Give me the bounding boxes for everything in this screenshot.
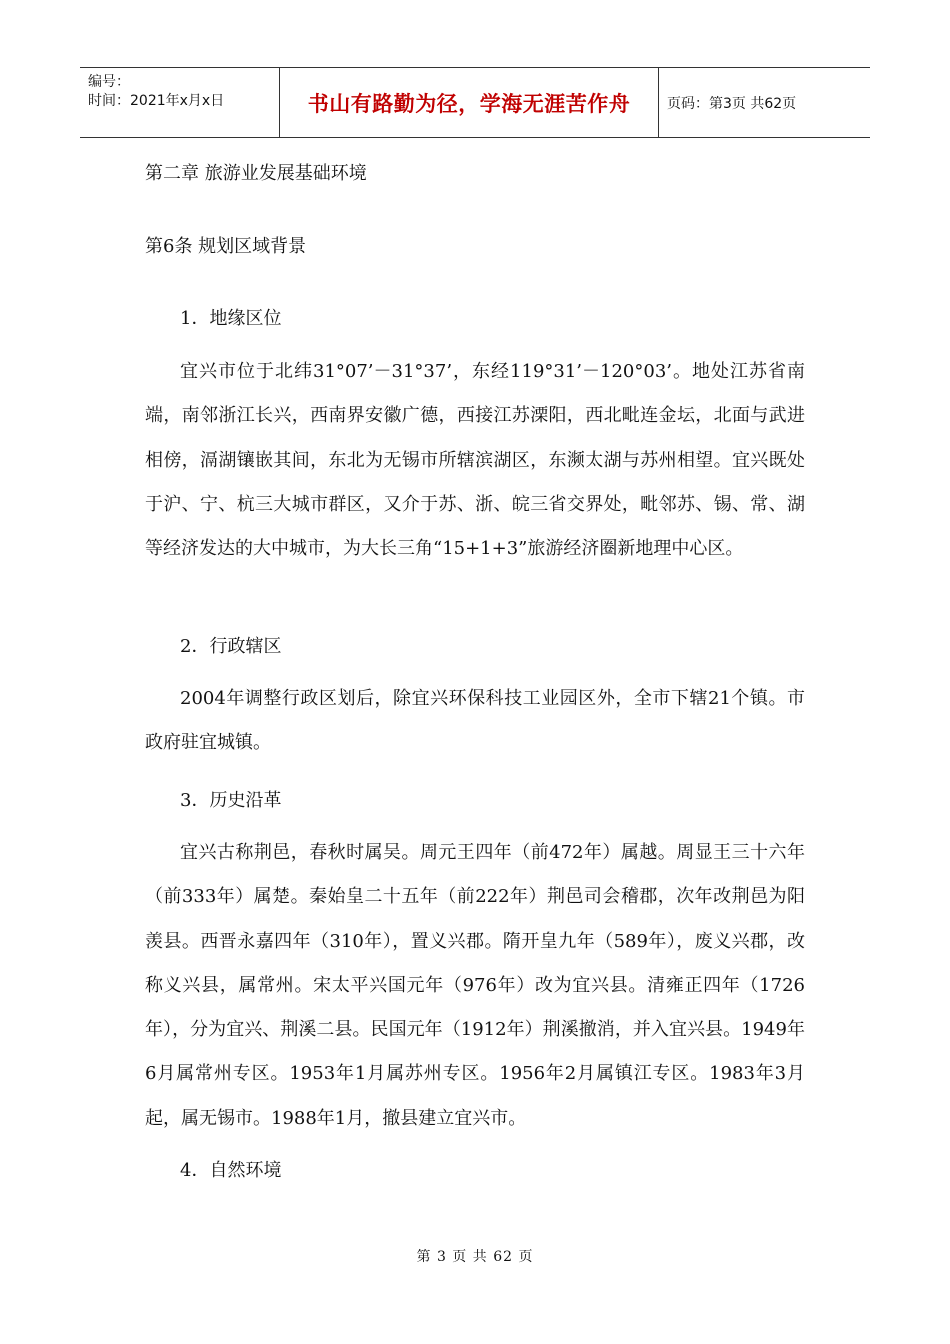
document-time-label: 时间：2021年x月x日: [88, 93, 225, 109]
header-meta: [80, 68, 280, 137]
page-header: [80, 67, 870, 138]
header-motto: 书山有路勤为径，学海无涯苦作舟: [280, 68, 659, 137]
section-paragraph: 宜兴市位于北纬31°07’－31°37’，东经119°31’－120°03’。地处江苏省南端，南邻浙江长兴，西南界安徽广德，西接江苏溧阳，西北毗连金坛，北面与武进相傍，滆湖镶嵌其间，东北为无锡市所辖滨湖区，东濒太湖与苏州相望。宜兴既处于沪、宁、杭三大城市群区，又介于苏、浙、皖三省交界处，毗邻苏、锡、常、湖等经济发达的大中城市，为大长三角“15+1+3”旅游经济圈新地理中心区。: [145, 361, 805, 560]
section-paragraph: 宜兴古称荆邑，春秋时属吴。周元王四年（前472年）属越。周显王三十六年（前333年）属楚。秦始皇二十五年（前222年）荆邑司会稽郡，次年改荆邑为阳羡县。西晋永嘉四年（310年），置义兴郡。隋开皇九年（589年），废义兴郡，改称义兴县，属常州。宋太平兴国元年（976年）改为宜兴县。清雍正四年（1726年），分为宜兴、荆溪二县。民国元年（1912年）荆溪撤消，并入宜兴县。1949年6月属常州专区。1953年1月属苏州专区。1956年2月属镇江专区。1983年3月起，属无锡市。1988年1月，撤县建立宜兴市。: [145, 842, 805, 1129]
header-page-info: 页码：第3页 共62页: [667, 95, 797, 112]
page-footer: 第 3 页 共 62 页: [416, 1249, 534, 1265]
section-title: 4．自然环境: [180, 1160, 282, 1181]
section-title: 2．行政辖区: [180, 636, 282, 657]
article-title: 第6条 规划区域背景: [145, 236, 307, 257]
chapter-title: 第二章 旅游业发展基础环境: [145, 163, 367, 184]
section-title: 1．地缘区位: [180, 308, 282, 329]
document-number-label: 编号：: [88, 74, 130, 90]
section-title: 3．历史沿革: [180, 790, 282, 811]
section-paragraph: 2004年调整行政区划后，除宜兴环保科技工业园区外，全市下辖21个镇。市政府驻宜城镇。: [145, 688, 805, 754]
